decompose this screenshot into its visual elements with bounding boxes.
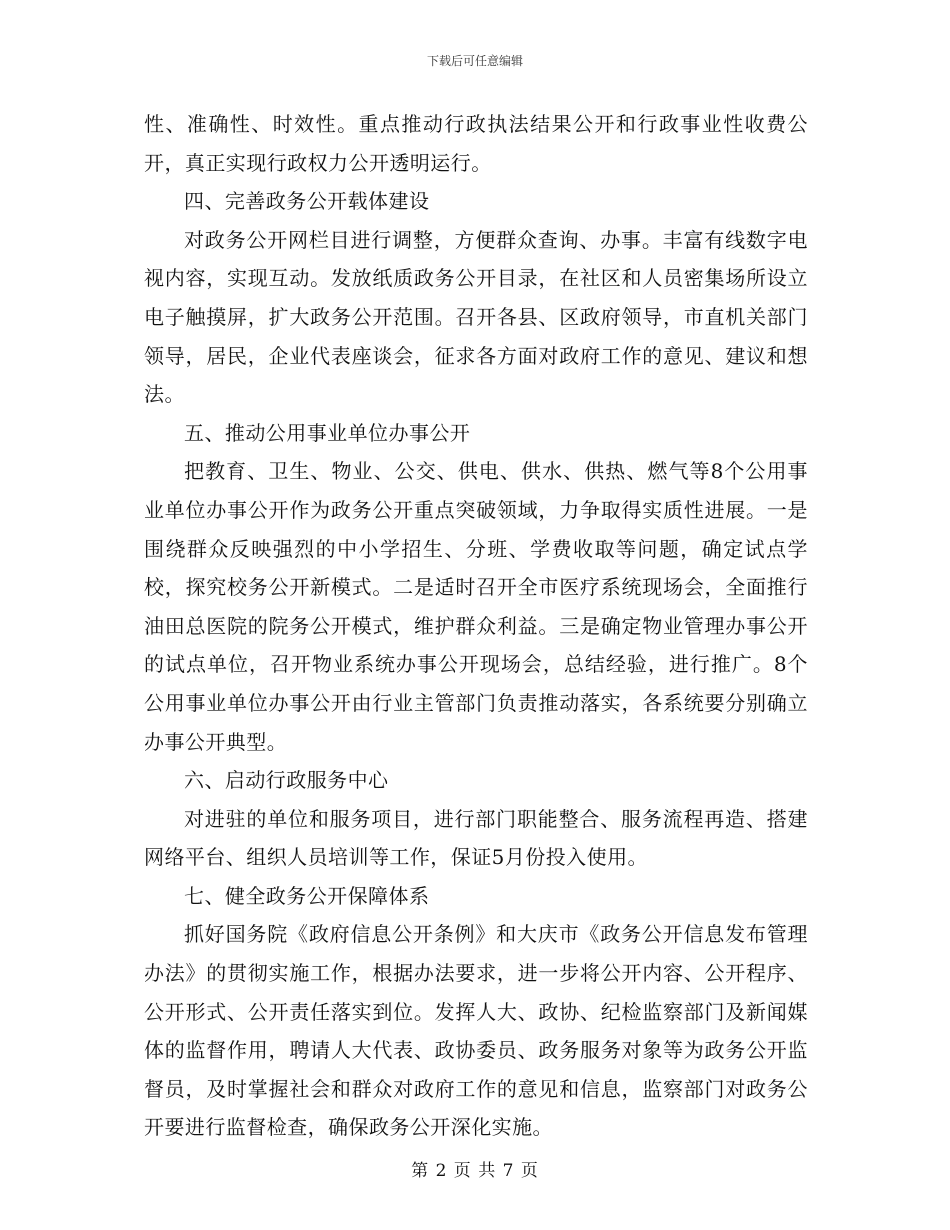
section-heading-4: 四、完善政务公开载体建设: [184, 189, 430, 214]
document-body: [144, 105, 808, 1147]
paragraph-continued: 性、准确性、时效性。重点推动行政执法结果公开和行政事业性收费公开，真正实现行政权力公开透明运行。: [144, 112, 808, 175]
page-header-note: 下载后可任意编辑: [426, 54, 523, 68]
paragraph-section-7: 抓好国务院《政府信息公开条例》和大庆市《政务公开信息发布管理办法》的贯彻实施工作，根据办法要求，进一步将公开内容、公开程序、公开形式、公开责任落实到位。发挥人大、政协、纪检监察部门及新闻媒体的监督作用，聘请人大代表、政协委员、政务服务对象等为政务公开监督员，及时掌握社会和群众对政府工作的意见和信息，监察部门对政务公开要进行监督检查，确保政务公开深化实施。: [144, 922, 808, 1140]
section-heading-6: 六、启动行政服务中心: [184, 768, 389, 793]
section-heading-5: 五、推动公用事业单位办事公开: [184, 420, 471, 445]
section-heading-7: 七、健全政务公开保障体系: [184, 883, 430, 908]
paragraph-section-4: 对政务公开网栏目进行调整，方便群众查询、办事。丰富有线数字电视内容，实现互动。发放纸质政务公开目录，在社区和人员密集场所设立电子触摸屏，扩大政务公开范围。召开各县、区政府领导，市直机关部门领导，居民，企业代表座谈会，征求各方面对政府工作的意见、建议和想法。: [144, 227, 808, 407]
paragraph-section-5: 把教育、卫生、物业、公交、供电、供水、供热、燃气等8个公用事业单位办事公开作为政务公开重点突破领域，力争取得实质性进展。一是围绕群众反映强烈的中小学招生、分班、学费收取等问题，确定试点学校，探究校务公开新模式。二是适时召开全市医疗系统现场会，全面推行油田总医院的院务公开模式，维护群众利益。三是确定物业管理办事公开的试点单位，召开物业系统办事公开现场会，总结经验，进行推广。8个公用事业单位办事公开由行业主管部门负责推动落实，各系统要分别确立办事公开典型。: [144, 459, 808, 754]
paragraph-section-6: 对进驻的单位和服务项目，进行部门职能整合、服务流程再造、搭建网络平台、组织人员培训等工作，保证5月份投入使用。: [144, 806, 808, 870]
page-number: 第 2 页 共 7 页: [411, 1161, 539, 1181]
